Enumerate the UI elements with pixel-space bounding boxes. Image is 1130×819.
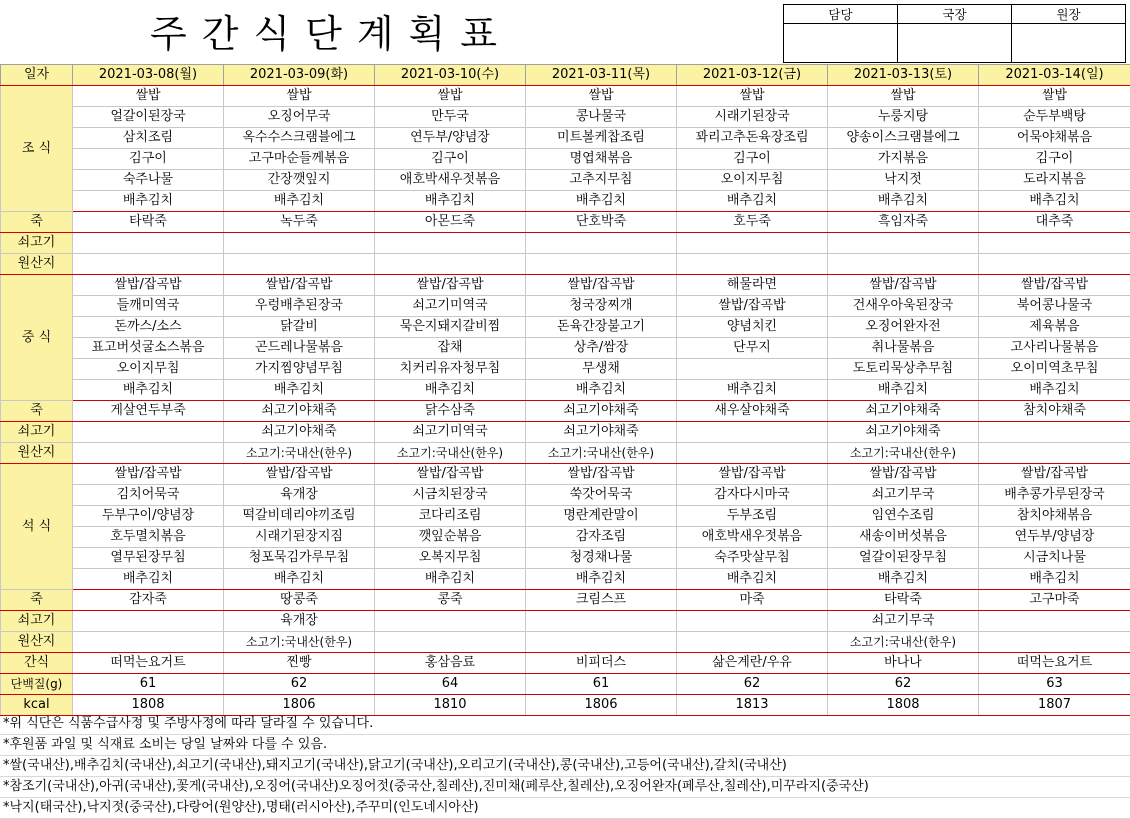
menu-cell: 타락죽 [828,590,979,611]
menu-cell: 쇠고기무국 [828,485,979,506]
menu-cell: 배추김치 [828,569,979,590]
menu-cell: 홍삼음료 [375,653,526,674]
menu-cell: 쌀밥 [979,86,1130,107]
menu-cell: 옥수수스크램블에그 [224,128,375,149]
menu-cell: 쌀밥/잡곡밥 [677,296,828,317]
menu-cell: 시래기된장지짐 [224,527,375,548]
menu-cell: 얼갈이된장국 [73,107,224,128]
menu-cell: 1813 [677,695,828,716]
menu-cell: 떠먹는요거트 [73,653,224,674]
menu-cell: 쌀밥/잡곡밥 [375,464,526,485]
table-row [1,464,1130,485]
menu-cell: 녹두죽 [224,212,375,233]
menu-cell: 임연수조림 [828,506,979,527]
menu-cell: 62 [677,674,828,695]
menu-cell: 연두부/양념장 [375,128,526,149]
menu-cell: 쌀밥 [677,86,828,107]
menu-cell: 얼갈이된장무침 [828,548,979,569]
menu-cell: 청포묵김가루무침 [224,548,375,569]
table-row [1,527,1130,548]
menu-cell [375,233,526,254]
menu-cell: 삶은계란/우유 [677,653,828,674]
menu-cell: 깻잎순볶음 [375,527,526,548]
menu-cell: 소고기:국내산(한우) [375,443,526,464]
table-row [1,191,1130,212]
table-row [1,86,1130,107]
menu-cell: 떡갈비데리야끼조림 [224,506,375,527]
approval-label-head: 원장 [1012,5,1126,24]
menu-cell [375,254,526,275]
menu-cell: 배추김치 [224,191,375,212]
menu-cell: 비피더스 [526,653,677,674]
table-row [1,275,1130,296]
menu-cell: 참치야채죽 [979,401,1130,422]
menu-cell: 취나물볶음 [828,338,979,359]
menu-cell: 쌀밥 [73,86,224,107]
menu-cell: 도토리묵상추무침 [828,359,979,380]
date-header: 2021-03-12(금) [677,65,828,86]
menu-cell: 쌀밥/잡곡밥 [979,275,1130,296]
menu-cell: 배추김치 [526,191,677,212]
menu-cell: 소고기:국내산(한우) [224,443,375,464]
menu-cell [526,233,677,254]
menu-cell: 배추콩가루된장국 [979,485,1130,506]
table-row [1,149,1130,170]
menu-cell: 돈육간장불고기 [526,317,677,338]
menu-cell: 게살연두부죽 [73,401,224,422]
menu-cell: 우렁배추된장국 [224,296,375,317]
table-row [1,674,1130,695]
menu-cell: 쌀밥 [526,86,677,107]
menu-cell: 배추김치 [224,380,375,401]
menu-cell: 1806 [526,695,677,716]
menu-cell [375,632,526,653]
menu-cell: 새송이버섯볶음 [828,527,979,548]
menu-cell [73,443,224,464]
table-row [1,569,1130,590]
menu-cell: 61 [526,674,677,695]
menu-cell: 배추김치 [526,380,677,401]
notes-section [0,714,1130,819]
menu-cell: 크림스프 [526,590,677,611]
menu-cell: 쌀밥/잡곡밥 [224,275,375,296]
menu-cell [224,254,375,275]
table-row [1,506,1130,527]
menu-cell: 고사리나물볶음 [979,338,1130,359]
menu-cell: 호두죽 [677,212,828,233]
menu-cell: 명란계란말이 [526,506,677,527]
menu-cell: 김구이 [979,149,1130,170]
menu-cell: 배추김치 [73,191,224,212]
lunch-beef-label-1: 쇠고기 [1,422,73,443]
menu-cell: 오복지무침 [375,548,526,569]
menu-cell: 배추김치 [828,191,979,212]
table-row [1,338,1130,359]
menu-cell [677,632,828,653]
menu-cell: 쌀밥/잡곡밥 [73,464,224,485]
menu-cell: 새우살야채죽 [677,401,828,422]
table-row [1,233,1130,254]
menu-cell [73,422,224,443]
menu-cell: 쇠고기야채죽 [828,401,979,422]
menu-cell: 62 [224,674,375,695]
menu-cell [526,611,677,632]
date-header: 2021-03-09(화) [224,65,375,86]
table-row [1,296,1130,317]
table-row [1,170,1130,191]
menu-cell: 쇠고기야채죽 [224,422,375,443]
menu-cell: 마죽 [677,590,828,611]
note-line: *참조기(국내산),아귀(국내산),꽃게(국내산),오징어(국내산)오징어젓(중국산,칠레산),진미채(페루산,칠레산),오징어완자(페루산,칠레산),미꾸라지(중국산) [0,777,1130,798]
date-header: 2021-03-10(수) [375,65,526,86]
menu-cell: 배추김치 [677,191,828,212]
menu-cell: 육개장 [224,485,375,506]
lunch-label: 중 식 [1,275,73,401]
note-line: *낙지(태국산),낙지젓(중국산),다랑어(원양산),명태(러시아산),주꾸미(인도네시아산) [0,798,1130,819]
table-row [1,254,1130,275]
menu-cell: 고구마죽 [979,590,1130,611]
menu-cell [73,254,224,275]
breakfast-beef-label-1: 쇠고기 [1,233,73,254]
menu-cell: 쌀밥 [828,86,979,107]
menu-cell: 두부구이/양념장 [73,506,224,527]
menu-cell: 청경채나물 [526,548,677,569]
menu-cell: 소고기:국내산(한우) [224,632,375,653]
menu-cell: 배추김치 [979,380,1130,401]
breakfast-beef-label-2: 원산지 [1,254,73,275]
menu-cell: 애호박새우젓볶음 [677,527,828,548]
menu-cell: 배추김치 [677,380,828,401]
menu-cell: 감자죽 [73,590,224,611]
menu-cell [828,254,979,275]
approval-box [783,4,1126,63]
menu-cell: 배추김치 [73,380,224,401]
menu-cell: 닭수삼죽 [375,401,526,422]
menu-cell: 1807 [979,695,1130,716]
menu-cell: 무생채 [526,359,677,380]
menu-cell: 연두부/양념장 [979,527,1130,548]
menu-cell: 열무된장무침 [73,548,224,569]
menu-cell: 숙주맛살무침 [677,548,828,569]
menu-cell: 떠먹는요거트 [979,653,1130,674]
date-header: 2021-03-08(월) [73,65,224,86]
menu-cell: 쌀밥/잡곡밥 [828,275,979,296]
menu-cell [979,443,1130,464]
table-row [1,548,1130,569]
menu-cell: 배추김치 [73,569,224,590]
menu-cell: 돈까스/소스 [73,317,224,338]
menu-cell: 바나나 [828,653,979,674]
menu-cell: 참치야채볶음 [979,506,1130,527]
menu-cell: 쌀밥/잡곡밥 [828,464,979,485]
menu-cell: 곤드레나물볶음 [224,338,375,359]
menu-cell [828,233,979,254]
menu-cell: 미트볼케찹조림 [526,128,677,149]
menu-cell: 낙지젓 [828,170,979,191]
menu-cell: 배추김치 [526,569,677,590]
kcal-label: kcal [1,695,73,716]
table-row [1,695,1130,716]
menu-cell: 쑥갓어묵국 [526,485,677,506]
table-row [1,317,1130,338]
menu-cell: 누룽지탕 [828,107,979,128]
breakfast-porridge-label: 죽 [1,212,73,233]
menu-cell: 가지찜양념무침 [224,359,375,380]
menu-cell: 닭갈비 [224,317,375,338]
menu-cell [979,422,1130,443]
menu-cell: 쇠고기야채죽 [526,422,677,443]
menu-cell: 북어콩나물국 [979,296,1130,317]
table-row [1,65,1130,86]
menu-cell: 코다리조림 [375,506,526,527]
menu-cell: 64 [375,674,526,695]
menu-cell: 김구이 [677,149,828,170]
menu-cell: 청국장찌개 [526,296,677,317]
menu-cell: 쌀밥/잡곡밥 [979,464,1130,485]
menu-cell: 어묵야채볶음 [979,128,1130,149]
dinner-label: 석 식 [1,464,73,590]
menu-cell: 단무지 [677,338,828,359]
table-row [1,212,1130,233]
menu-cell [73,611,224,632]
menu-cell [73,233,224,254]
menu-cell: 호두멸치볶음 [73,527,224,548]
menu-cell: 감자조림 [526,527,677,548]
menu-cell [677,611,828,632]
menu-cell: 오이미역초무침 [979,359,1130,380]
menu-cell: 대추죽 [979,212,1130,233]
menu-cell: 애호박새우젓볶음 [375,170,526,191]
table-row [1,485,1130,506]
menu-cell: 꽈리고추돈육장조림 [677,128,828,149]
menu-cell: 쌀밥/잡곡밥 [224,464,375,485]
table-row [1,443,1130,464]
menu-cell [526,632,677,653]
menu-cell: 배추김치 [224,569,375,590]
menu-cell: 쌀밥/잡곡밥 [375,275,526,296]
menu-cell: 시금치된장국 [375,485,526,506]
date-header: 2021-03-13(토) [828,65,979,86]
menu-cell: 표고버섯굴소스볶음 [73,338,224,359]
menu-cell: 시래기된장국 [677,107,828,128]
menu-cell: 오징어무국 [224,107,375,128]
menu-cell: 1810 [375,695,526,716]
menu-cell: 잡채 [375,338,526,359]
menu-cell: 소고기:국내산(한우) [828,443,979,464]
menu-cell [979,254,1130,275]
menu-cell [224,233,375,254]
table-row [1,653,1130,674]
menu-cell: 쇠고기미역국 [375,296,526,317]
menu-cell: 쌀밥/잡곡밥 [526,464,677,485]
dinner-beef-label-2: 원산지 [1,632,73,653]
menu-cell [677,359,828,380]
header-label: 일자 [1,65,73,86]
menu-cell: 1806 [224,695,375,716]
table-row [1,107,1130,128]
table-row [1,401,1130,422]
menu-cell: 쇠고기야채죽 [224,401,375,422]
menu-cell: 콩죽 [375,590,526,611]
approval-label-director: 국장 [898,5,1012,24]
protein-label: 단백질(g) [1,674,73,695]
menu-cell: 김구이 [73,149,224,170]
menu-cell: 감자다시마국 [677,485,828,506]
menu-cell: 쌀밥/잡곡밥 [677,464,828,485]
menu-cell: 63 [979,674,1130,695]
menu-cell: 쌀밥 [375,86,526,107]
menu-cell: 1808 [828,695,979,716]
menu-cell: 쇠고기무국 [828,611,979,632]
snack-label: 간식 [1,653,73,674]
menu-cell [526,254,677,275]
menu-cell: 콩나물국 [526,107,677,128]
menu-cell: 쇠고기야채죽 [828,422,979,443]
page-title: 주간식단계획표 [150,8,530,60]
menu-cell: 두부조림 [677,506,828,527]
menu-cell [979,611,1130,632]
menu-cell: 묵은지돼지갈비찜 [375,317,526,338]
dinner-porridge-label: 죽 [1,590,73,611]
menu-cell: 찐빵 [224,653,375,674]
menu-cell: 양송이스크램블에그 [828,128,979,149]
date-header: 2021-03-14(일) [979,65,1130,86]
menu-cell: 명엽채볶음 [526,149,677,170]
table-row [1,632,1130,653]
menu-cell: 배추김치 [979,191,1130,212]
menu-cell: 시금치나물 [979,548,1130,569]
menu-cell: 오이지무침 [677,170,828,191]
menu-cell: 배추김치 [677,569,828,590]
approval-sign-head[interactable] [1012,24,1126,63]
menu-cell: 62 [828,674,979,695]
lunch-porridge-label: 죽 [1,401,73,422]
menu-cell [677,443,828,464]
date-header: 2021-03-11(목) [526,65,677,86]
menu-cell: 배추김치 [375,380,526,401]
table-row [1,380,1130,401]
menu-cell: 배추김치 [828,380,979,401]
note-line: *후원품 과일 및 식재료 소비는 당일 날짜와 다를 수 있음. [0,735,1130,756]
menu-cell [677,254,828,275]
approval-label-charge: 담당 [784,5,898,24]
menu-cell: 고구마순들께볶음 [224,149,375,170]
menu-cell: 배추김치 [375,191,526,212]
menu-cell: 단호박죽 [526,212,677,233]
approval-sign-director[interactable] [898,24,1012,63]
menu-cell: 1808 [73,695,224,716]
menu-cell: 타락죽 [73,212,224,233]
menu-cell: 양념치킨 [677,317,828,338]
menu-cell: 상추/쌈장 [526,338,677,359]
menu-cell [979,233,1130,254]
menu-cell: 쇠고기미역국 [375,422,526,443]
table-row [1,359,1130,380]
lunch-beef-label-2: 원산지 [1,443,73,464]
menu-cell [677,422,828,443]
menu-cell: 쌀밥/잡곡밥 [73,275,224,296]
menu-cell: 오이지무침 [73,359,224,380]
menu-cell: 땅콩죽 [224,590,375,611]
menu-cell: 배추김치 [375,569,526,590]
menu-cell: 소고기:국내산(한우) [828,632,979,653]
table-row [1,128,1130,149]
menu-cell: 간장깻잎지 [224,170,375,191]
note-line: *쌀(국내산),배추김치(국내산),쇠고기(국내산),돼지고기(국내산),닭고기(국내산),오리고기(국내산),콩(국내산),고등어(국내산),갈치(국내산) [0,756,1130,777]
table-row [1,611,1130,632]
menu-cell: 도라지볶음 [979,170,1130,191]
menu-cell: 쇠고기야채죽 [526,401,677,422]
menu-cell: 육개장 [224,611,375,632]
menu-cell: 치커리유자청무침 [375,359,526,380]
menu-cell: 김치어묵국 [73,485,224,506]
menu-cell: 쌀밥/잡곡밥 [526,275,677,296]
menu-cell [73,632,224,653]
menu-cell: 배추김치 [979,569,1130,590]
table-row [1,590,1130,611]
menu-cell [375,611,526,632]
table-row [1,422,1130,443]
menu-table [0,64,1130,716]
menu-cell: 쌀밥 [224,86,375,107]
approval-sign-charge[interactable] [784,24,898,63]
menu-cell: 만두국 [375,107,526,128]
menu-cell: 고추지무침 [526,170,677,191]
menu-cell: 숙주나물 [73,170,224,191]
note-line: *위 식단은 식품수급사정 및 주방사정에 따라 달라질 수 있습니다. [0,714,1130,735]
menu-cell: 삼치조림 [73,128,224,149]
menu-cell: 오징어완자전 [828,317,979,338]
menu-cell: 건새우아욱된장국 [828,296,979,317]
menu-cell: 제육볶음 [979,317,1130,338]
menu-cell [677,233,828,254]
menu-cell: 61 [73,674,224,695]
dinner-beef-label-1: 쇠고기 [1,611,73,632]
menu-cell [979,632,1130,653]
menu-cell: 김구이 [375,149,526,170]
breakfast-label: 조 식 [1,86,73,212]
menu-cell: 소고기:국내산(한우) [526,443,677,464]
menu-cell: 흑임자죽 [828,212,979,233]
menu-cell: 가지볶음 [828,149,979,170]
menu-cell: 순두부백탕 [979,107,1130,128]
menu-cell: 아몬드죽 [375,212,526,233]
menu-cell: 들깨미역국 [73,296,224,317]
menu-cell: 해물라면 [677,275,828,296]
